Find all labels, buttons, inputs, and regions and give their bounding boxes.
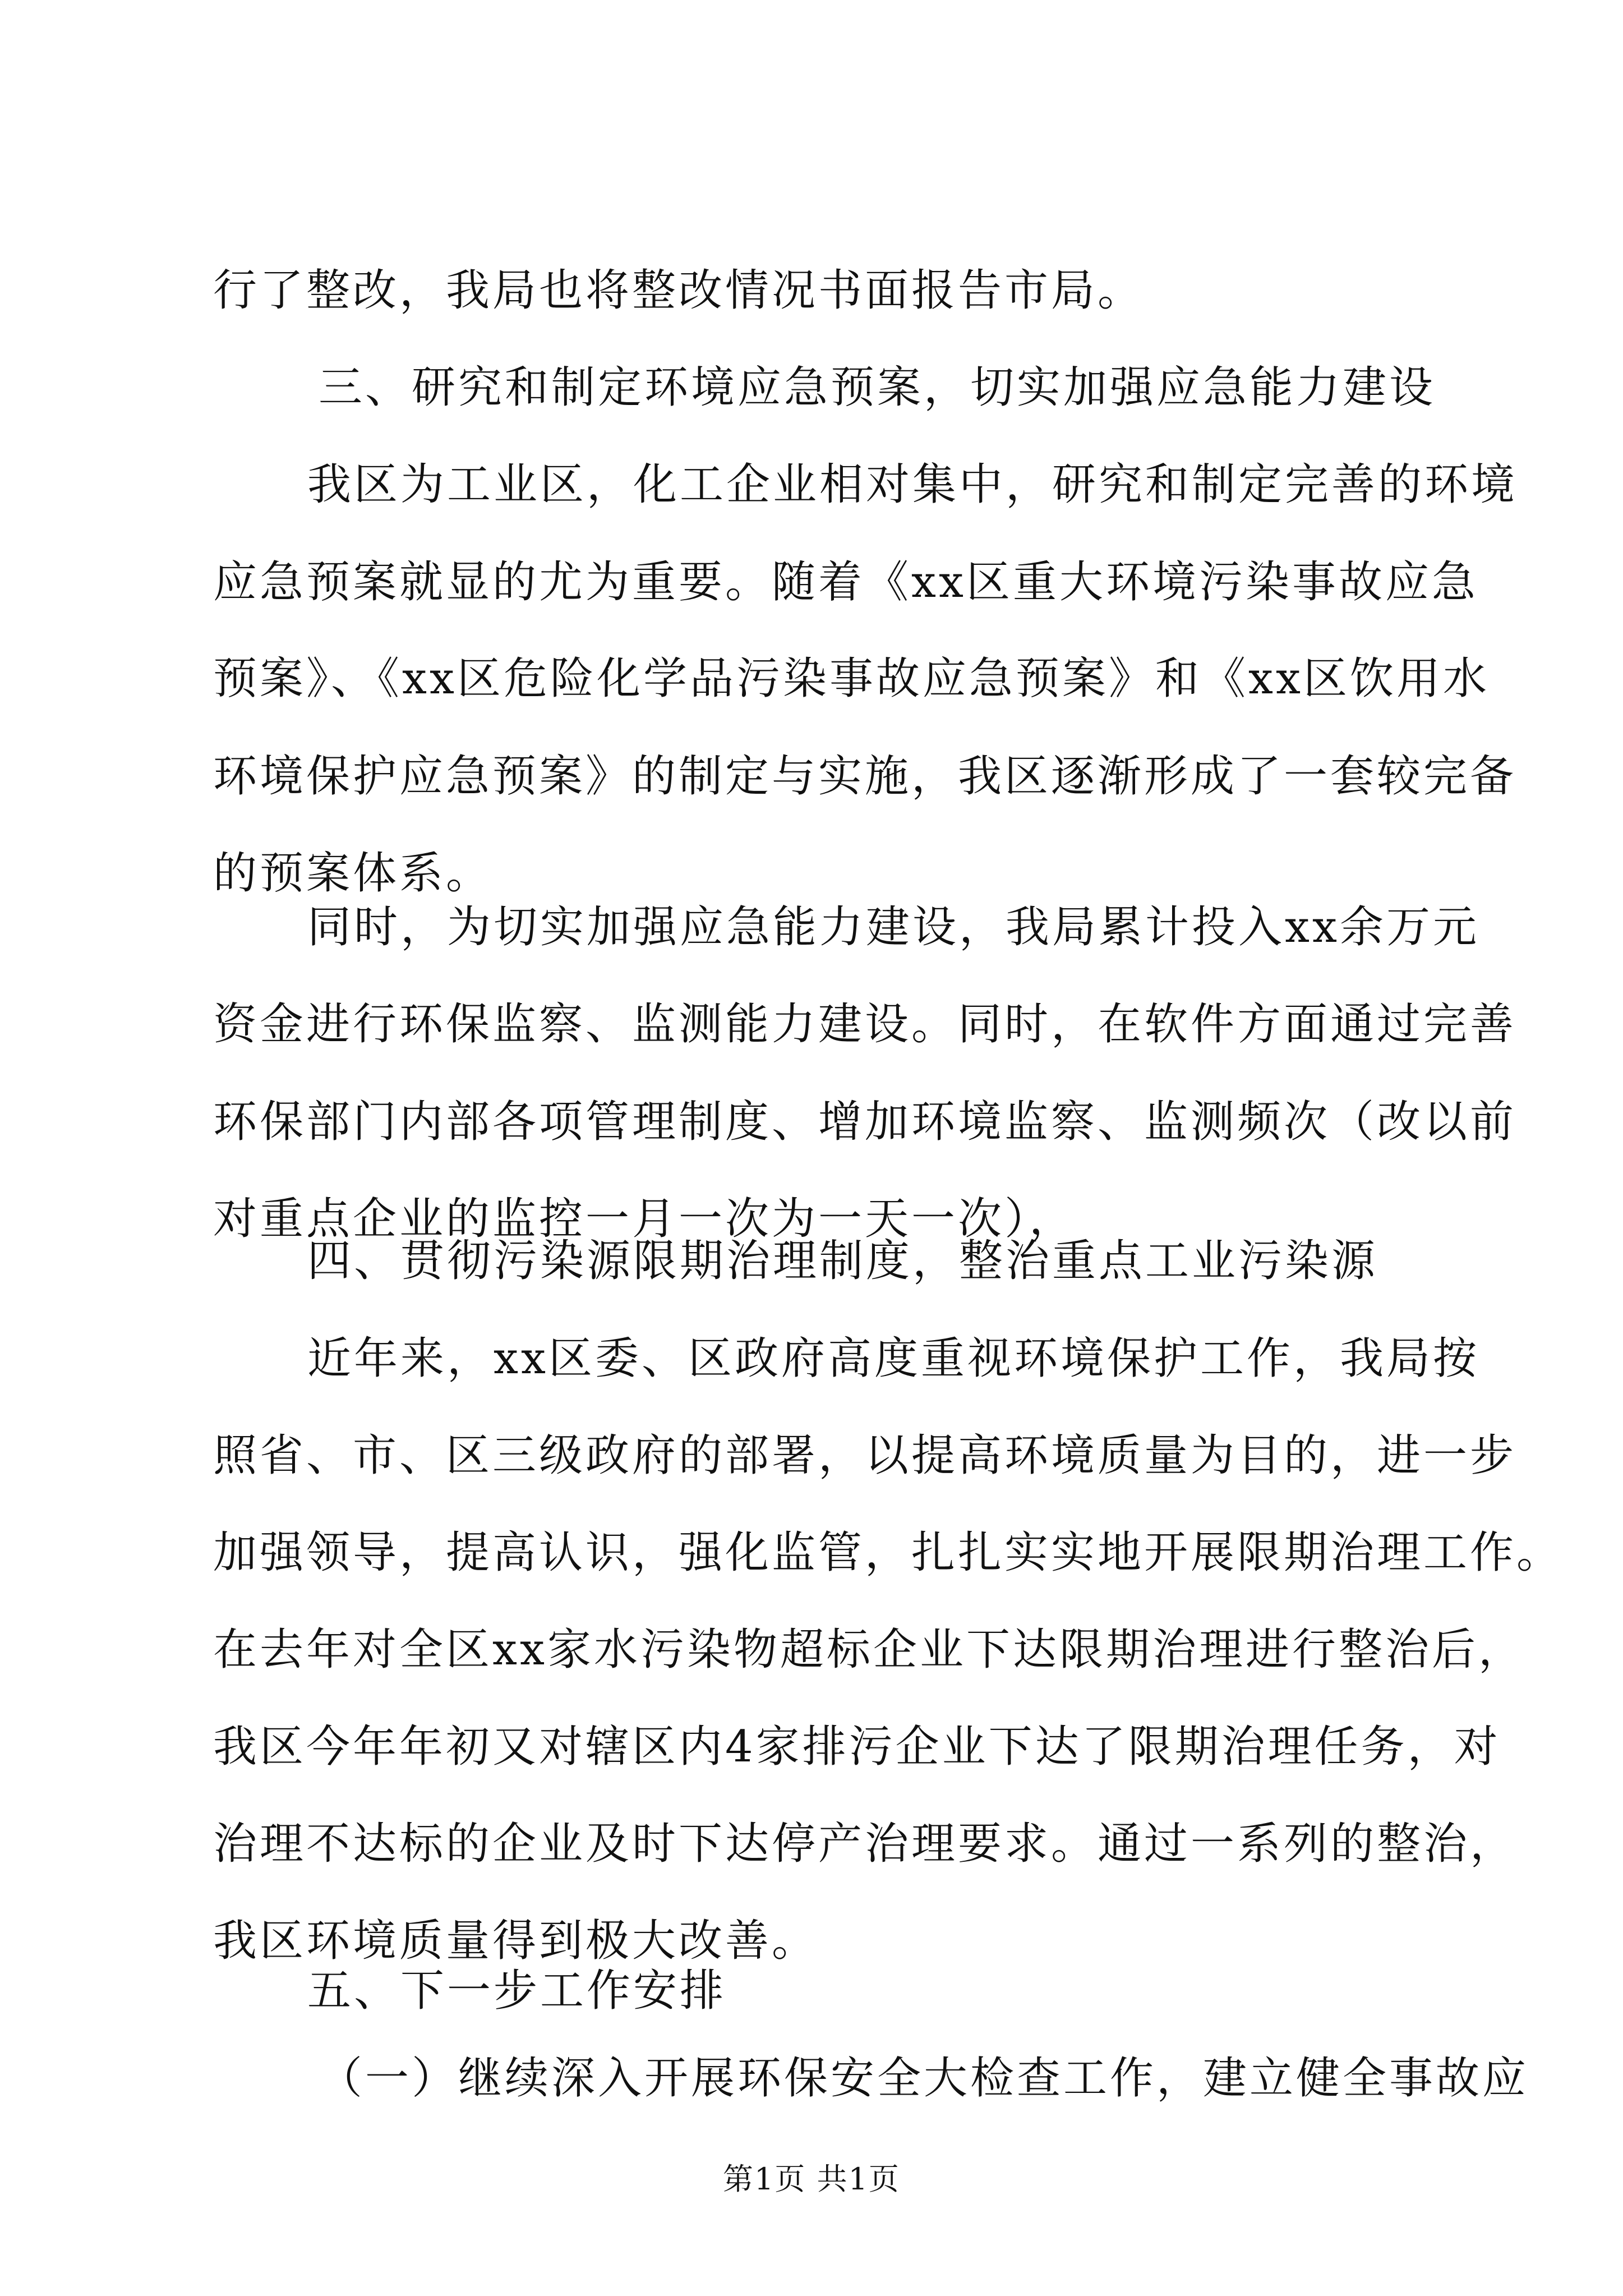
body-line: 照省、市、区三级政府的部署，以提高环境质量为目的，进一步 [213, 1430, 1517, 1481]
body-line: 行了整改，我局也将整改情况书面报告市局。 [213, 265, 1145, 316]
body-line: 我区环境质量得到极大改善。 [213, 1916, 819, 1966]
body-line: 资金进行环保监察、监测能力建设。同时，在软件方面通过完善 [213, 999, 1517, 1050]
section-heading: 三、研究和制定环境应急预案，切实加强应急能力建设 [319, 362, 1436, 413]
body-line: 我区为工业区，化工企业相对集中，研究和制定完善的环境 [307, 459, 1518, 510]
page-footer: 第1页 共1页 [723, 2161, 900, 2197]
body-line: 对重点企业的监控一月一次为一天一次）， [213, 1194, 1076, 1244]
body-line: 同时，为切实加强应急能力建设，我局累计投入xx余万元 [307, 902, 1479, 953]
body-line: 环境保护应急预案》的制定与实施，我区逐渐形成了一套较完备 [213, 751, 1517, 802]
section-heading: 五、下一步工作安排 [307, 1966, 727, 2016]
body-line: 加强领导，提高认识，强化监管，扎扎实实地开展限期治理工作。 [213, 1527, 1564, 1578]
body-line: 的预案体系。 [213, 848, 493, 899]
section-heading: 四、贯彻污染源限期治理制度，整治重点工业污染源 [307, 1236, 1378, 1286]
body-line: 在去年对全区xx家水污染物超标企业下达限期治理进行整治后， [213, 1625, 1525, 1675]
body-line: 预案》、《xx区危险化学品污染事故应急预案》和《xx区饮用水 [213, 654, 1490, 704]
body-line: 近年来，xx区委、区政府高度重视环境保护工作，我局按 [307, 1333, 1479, 1384]
body-line: （一）继续深入开展环保安全大检查工作，建立健全事故应 [319, 2053, 1529, 2104]
body-line: 治理不达标的企业及时下达停产治理要求。通过一系列的整治， [213, 1819, 1517, 1869]
body-line: 我区今年年初又对辖区内4家排污企业下达了限期治理任务，对 [213, 1722, 1501, 1772]
body-line: 环保部门内部各项管理制度、增加环境监察、监测频次（改以前 [213, 1097, 1517, 1147]
body-line: 应急预案就显的尤为重要。随着《xx区重大环境污染事故应急 [213, 557, 1478, 608]
